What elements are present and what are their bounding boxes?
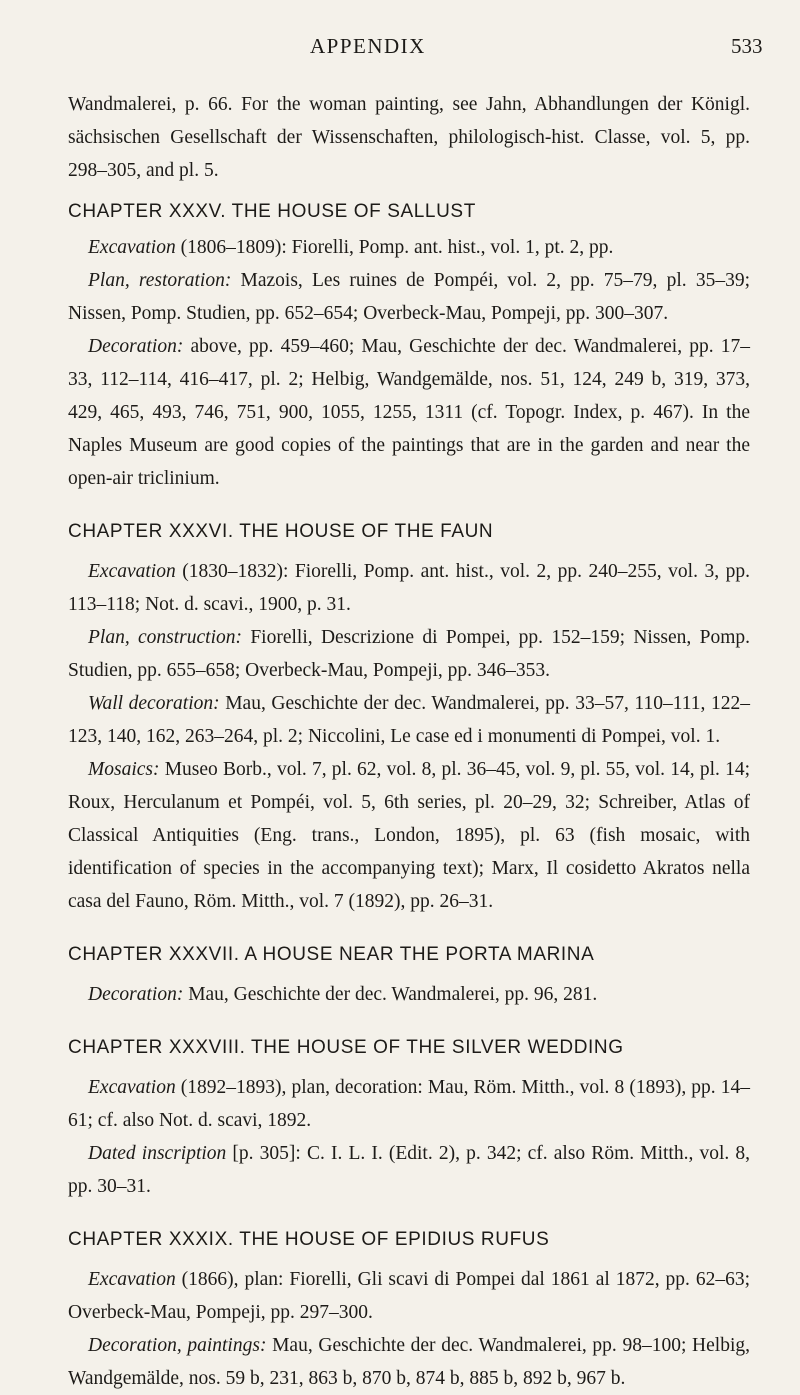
chapter-heading-37: CHAPTER XXXVII. A HOUSE NEAR THE PORTA MARINA	[68, 944, 595, 965]
entry-text: (1866), plan: Fiorelli, Gli scavi di Pompei dal 1861 al 1872, pp. 62–63; Overbeck-Mau, Pompeji, pp. 297–300.	[68, 1269, 750, 1323]
chapter-heading-38: CHAPTER XXXVIII. THE HOUSE OF THE SILVER WEDDING	[68, 1037, 624, 1058]
ch39-decoration	[68, 1329, 750, 1395]
ch38-excavation	[68, 1071, 750, 1137]
entry-lead: Wall decoration:	[88, 693, 220, 714]
ch37-decoration	[68, 978, 750, 1011]
entry-lead: Decoration:	[88, 336, 184, 357]
running-head: APPENDIX	[310, 34, 426, 58]
entry-text: (1830–1832): Fiorelli, Pomp. ant. hist., vol. 2, pp. 240–255, vol. 3, pp. 113–118; Not. d. scavi., 1900, p. 31.	[68, 561, 750, 615]
entry-text: Mau, Geschichte der dec. Wandmalerei, pp. 96, 281.	[183, 984, 598, 1005]
entry-lead: Mosaics:	[88, 759, 160, 780]
entry-text: [p. 305]: C. I. L. I. (Edit. 2), p. 342; cf. also Röm. Mitth., vol. 8, pp. 30–31.	[68, 1143, 750, 1197]
ch38-dated-inscription	[68, 1137, 750, 1203]
chapter-heading-39: CHAPTER XXXIX. THE HOUSE OF EPIDIUS RUFUS	[68, 1229, 550, 1250]
entry-lead: Decoration:	[88, 984, 184, 1005]
entry-lead: Decoration, paintings:	[88, 1335, 267, 1356]
chapter-heading-35: CHAPTER XXXV. THE HOUSE OF SALLUST	[68, 201, 476, 222]
page-number: 533	[731, 34, 763, 58]
ch36-excavation	[68, 555, 750, 621]
entry-text: above, pp. 459–460; Mau, Geschichte der dec. Wandmalerei, pp. 17–33, 112–114, 416–417, pl. 2; Helbig, Wandgemälde, nos. 51, 124, 249 b, 319, 373, 429, 465, 493, 746, 751, 900, 1055, 1255, 1311 (cf. Topogr. Index, p. 467). In the Naples Museum are good copies of the paintings that are in the garden and near the open-air triclinium.	[68, 336, 750, 489]
entry-text: Mau, Geschichte der dec. Wandmalerei, pp. 33–57, 110–111, 122–123, 140, 162, 263–264, pl. 2; Niccolini, Le case ed i monumenti di Pompei, vol. 1.	[68, 693, 750, 747]
entry-lead: Excavation	[88, 1077, 176, 1098]
entry-lead: Excavation	[88, 237, 176, 258]
entry-lead: Excavation	[88, 561, 176, 582]
intro-paragraph: Wandmalerei, p. 66. For the woman painting, see Jahn, Abhandlungen der Königl. sächsischen Gesellschaft der Wissenschaften, philologisch-hist. Classe, vol. 5, pp. 298–305, and pl. 5.	[68, 94, 750, 181]
page-header	[0, 34, 800, 64]
chapter-heading-36: CHAPTER XXXVI. THE HOUSE OF THE FAUN	[68, 521, 494, 542]
ch35-excavation	[68, 231, 750, 264]
entry-lead: Excavation	[88, 1269, 176, 1290]
ch35-plan	[68, 264, 750, 330]
ch35-decoration	[68, 330, 750, 495]
ch36-plan	[68, 621, 750, 687]
page-body	[68, 88, 750, 1395]
entry-text: Mazois, Les ruines de Pompéi, vol. 2, pp. 75–79, pl. 35–39; Nissen, Pomp. Studien, pp. 652–654; Overbeck-Mau, Pompeji, pp. 300–307.	[68, 270, 750, 324]
entry-text: (1806–1809): Fiorelli, Pomp. ant. hist., vol. 1, pt. 2, pp.	[175, 237, 614, 258]
entry-text: (1892–1893), plan, decoration: Mau, Röm. Mitth., vol. 8 (1893), pp. 14–61; cf. also Not. d. scavi, 1892.	[68, 1077, 750, 1131]
ch39-excavation	[68, 1263, 750, 1329]
entry-text: Mau, Geschichte der dec. Wandmalerei, pp. 98–100; Helbig, Wandgemälde, nos. 59 b, 231, 863 b, 870 b, 874 b, 885 b, 892 b, 967 b.	[68, 1335, 750, 1389]
entry-lead: Plan, restoration:	[88, 270, 232, 291]
ch36-mosaics	[68, 753, 750, 918]
entry-text: Fiorelli, Descrizione di Pompei, pp. 152–159; Nissen, Pomp. Studien, pp. 655–658; Overbeck-Mau, Pompeji, pp. 346–353.	[68, 627, 750, 681]
ch36-wall-decoration	[68, 687, 750, 753]
entry-text: Museo Borb., vol. 7, pl. 62, vol. 8, pl. 36–45, vol. 9, pl. 55, vol. 14, pl. 14; Roux, Herculanum et Pompéi, vol. 5, 6th series, pl. 20–29, 32; Schreiber, Atlas of Classical Antiquities (Eng. trans., London, 1895), pl. 63 (fish mosaic, with identification of species in the accompanying text); Marx, Il cosidetto Akratos nella casa del Fauno, Röm. Mitth., vol. 7 (1892), pp. 26–31.	[68, 759, 750, 912]
entry-lead: Dated inscription	[88, 1143, 227, 1164]
entry-lead: Plan, construction:	[88, 627, 243, 648]
